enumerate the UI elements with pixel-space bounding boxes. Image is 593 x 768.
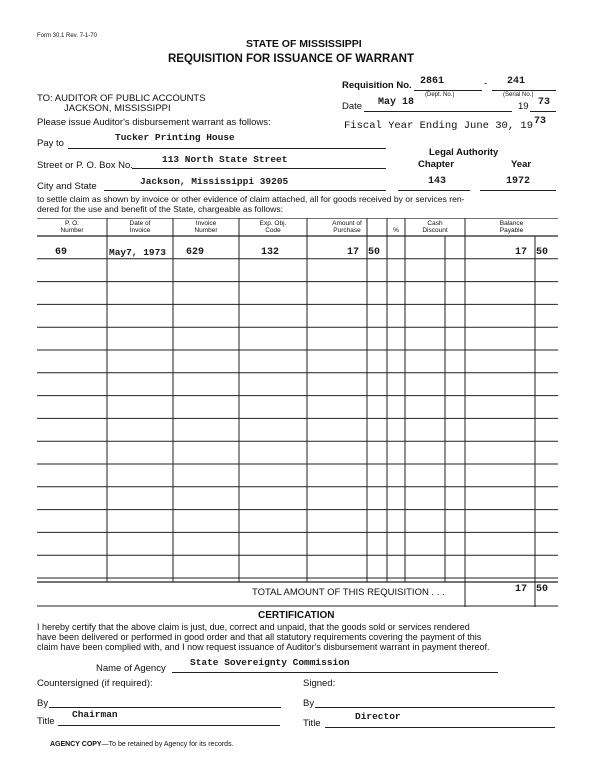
row-po: 69 [55,247,68,258]
header-percent: % [393,227,399,234]
left-by-label: By [37,698,49,709]
city-value: Jackson, Mississippi 39205 [140,176,289,187]
year-label: Year [511,159,532,170]
chapter-label: Chapter [418,159,454,170]
date-label: Date [342,101,363,112]
footer-agency-copy: AGENCY COPY [50,741,102,748]
header-amount: Amount of Purchase [332,220,362,234]
row-balance-dollars: 17 [515,247,528,258]
row-amount-cents: 50 [368,247,381,258]
header-balance: Balance Payable [499,220,524,234]
right-title-label: Title [303,718,321,729]
dept-caption: (Dept. No.) [425,92,455,98]
date-century: 19 [518,101,529,112]
instruction-text: Please issue Auditor's disbursement warrant as follows: [37,117,271,128]
certification-heading: CERTIFICATION [258,610,335,621]
certification-line1: I hereby certify that the above claim is just, due, correct and unpaid, that the goods sold or services rendered [37,622,470,632]
agency-label: Name of Agency [96,663,166,674]
total-dollars: 17 [515,584,528,595]
total-label: TOTAL AMOUNT OF THIS REQUISITION . . . [252,587,445,598]
pay-to-label: Pay to [37,138,64,149]
row-exp-code: 132 [261,247,280,258]
street-label: Street or P. O. Box No. [37,160,133,171]
header-po: P. O. Number [60,220,84,234]
street-value: 113 North State Street [162,154,288,165]
fiscal-year-value: 73 [534,116,547,127]
dept-number: 2861 [420,76,445,87]
footer-rest: —To be retained by Agency for its records. [101,741,234,748]
agency-value: State Sovereignty Commission [190,657,350,668]
signed-label: Signed: [303,678,336,689]
right-title-value: Director [355,711,401,722]
date-value: May 18 [378,97,415,108]
claim-table [37,218,558,607]
row-invoice: 629 [186,247,205,258]
left-title-value: Chairman [72,709,118,720]
fiscal-year-text: Fiscal Year Ending June 30, 19 [344,120,534,132]
city-label: City and State [37,181,97,192]
left-title-label: Title [37,716,55,727]
chapter-value: 143 [428,176,447,187]
certification-line3: claim have been complied with, and I now request issuance of Auditor's disbursement warrant in payment thereof. [37,642,490,652]
header-cash-discount: Cash Discount [422,220,448,234]
row-balance-cents: 50 [536,247,549,258]
addressee-line1: TO: AUDITOR OF PUBLIC ACCOUNTS [37,93,206,104]
header-date: Date of Invoice [129,220,151,234]
header-invoice: Invoice Number [194,220,218,234]
right-by-label: By [303,698,315,709]
state-heading: STATE OF MISSISSIPPI [246,38,362,50]
footer-note [50,741,234,748]
requisition-dash: - [484,78,488,89]
total-cents: 50 [536,584,549,595]
row-date: May7, 1973 [109,247,167,258]
header-exp-code: Exp. Obj. Code [259,220,287,234]
legal-authority-heading: Legal Authority [429,147,499,158]
serial-number: 241 [507,76,526,87]
pay-to-value: Tucker Printing House [115,132,235,143]
table-grid [37,218,558,607]
settle-text-1: to settle claim as shown by invoice or other evidence of claim attached, all for goods received by or services ren- [37,194,465,204]
year-value: 1972 [506,176,531,187]
date-year: 73 [538,97,551,108]
form-number: Form 30.1 Rev. 7-1-70 [37,33,97,39]
addressee-line2: JACKSON, MISSISSIPPI [64,103,171,114]
serial-caption: (Serial No.) [503,92,534,98]
countersigned-label: Countersigned (if required): [37,678,153,689]
document-title: REQUISITION FOR ISSUANCE OF WARRANT [168,53,414,65]
requisition-label: Requisition No. [342,80,412,91]
certification-line2: have been delivered or performed in good order and that all statutory requirements covering the payment of this [37,632,482,642]
row-amount-dollars: 17 [347,247,360,258]
settle-text-2: dered for the use and benefit of the State, chargeable as follows: [37,204,284,214]
